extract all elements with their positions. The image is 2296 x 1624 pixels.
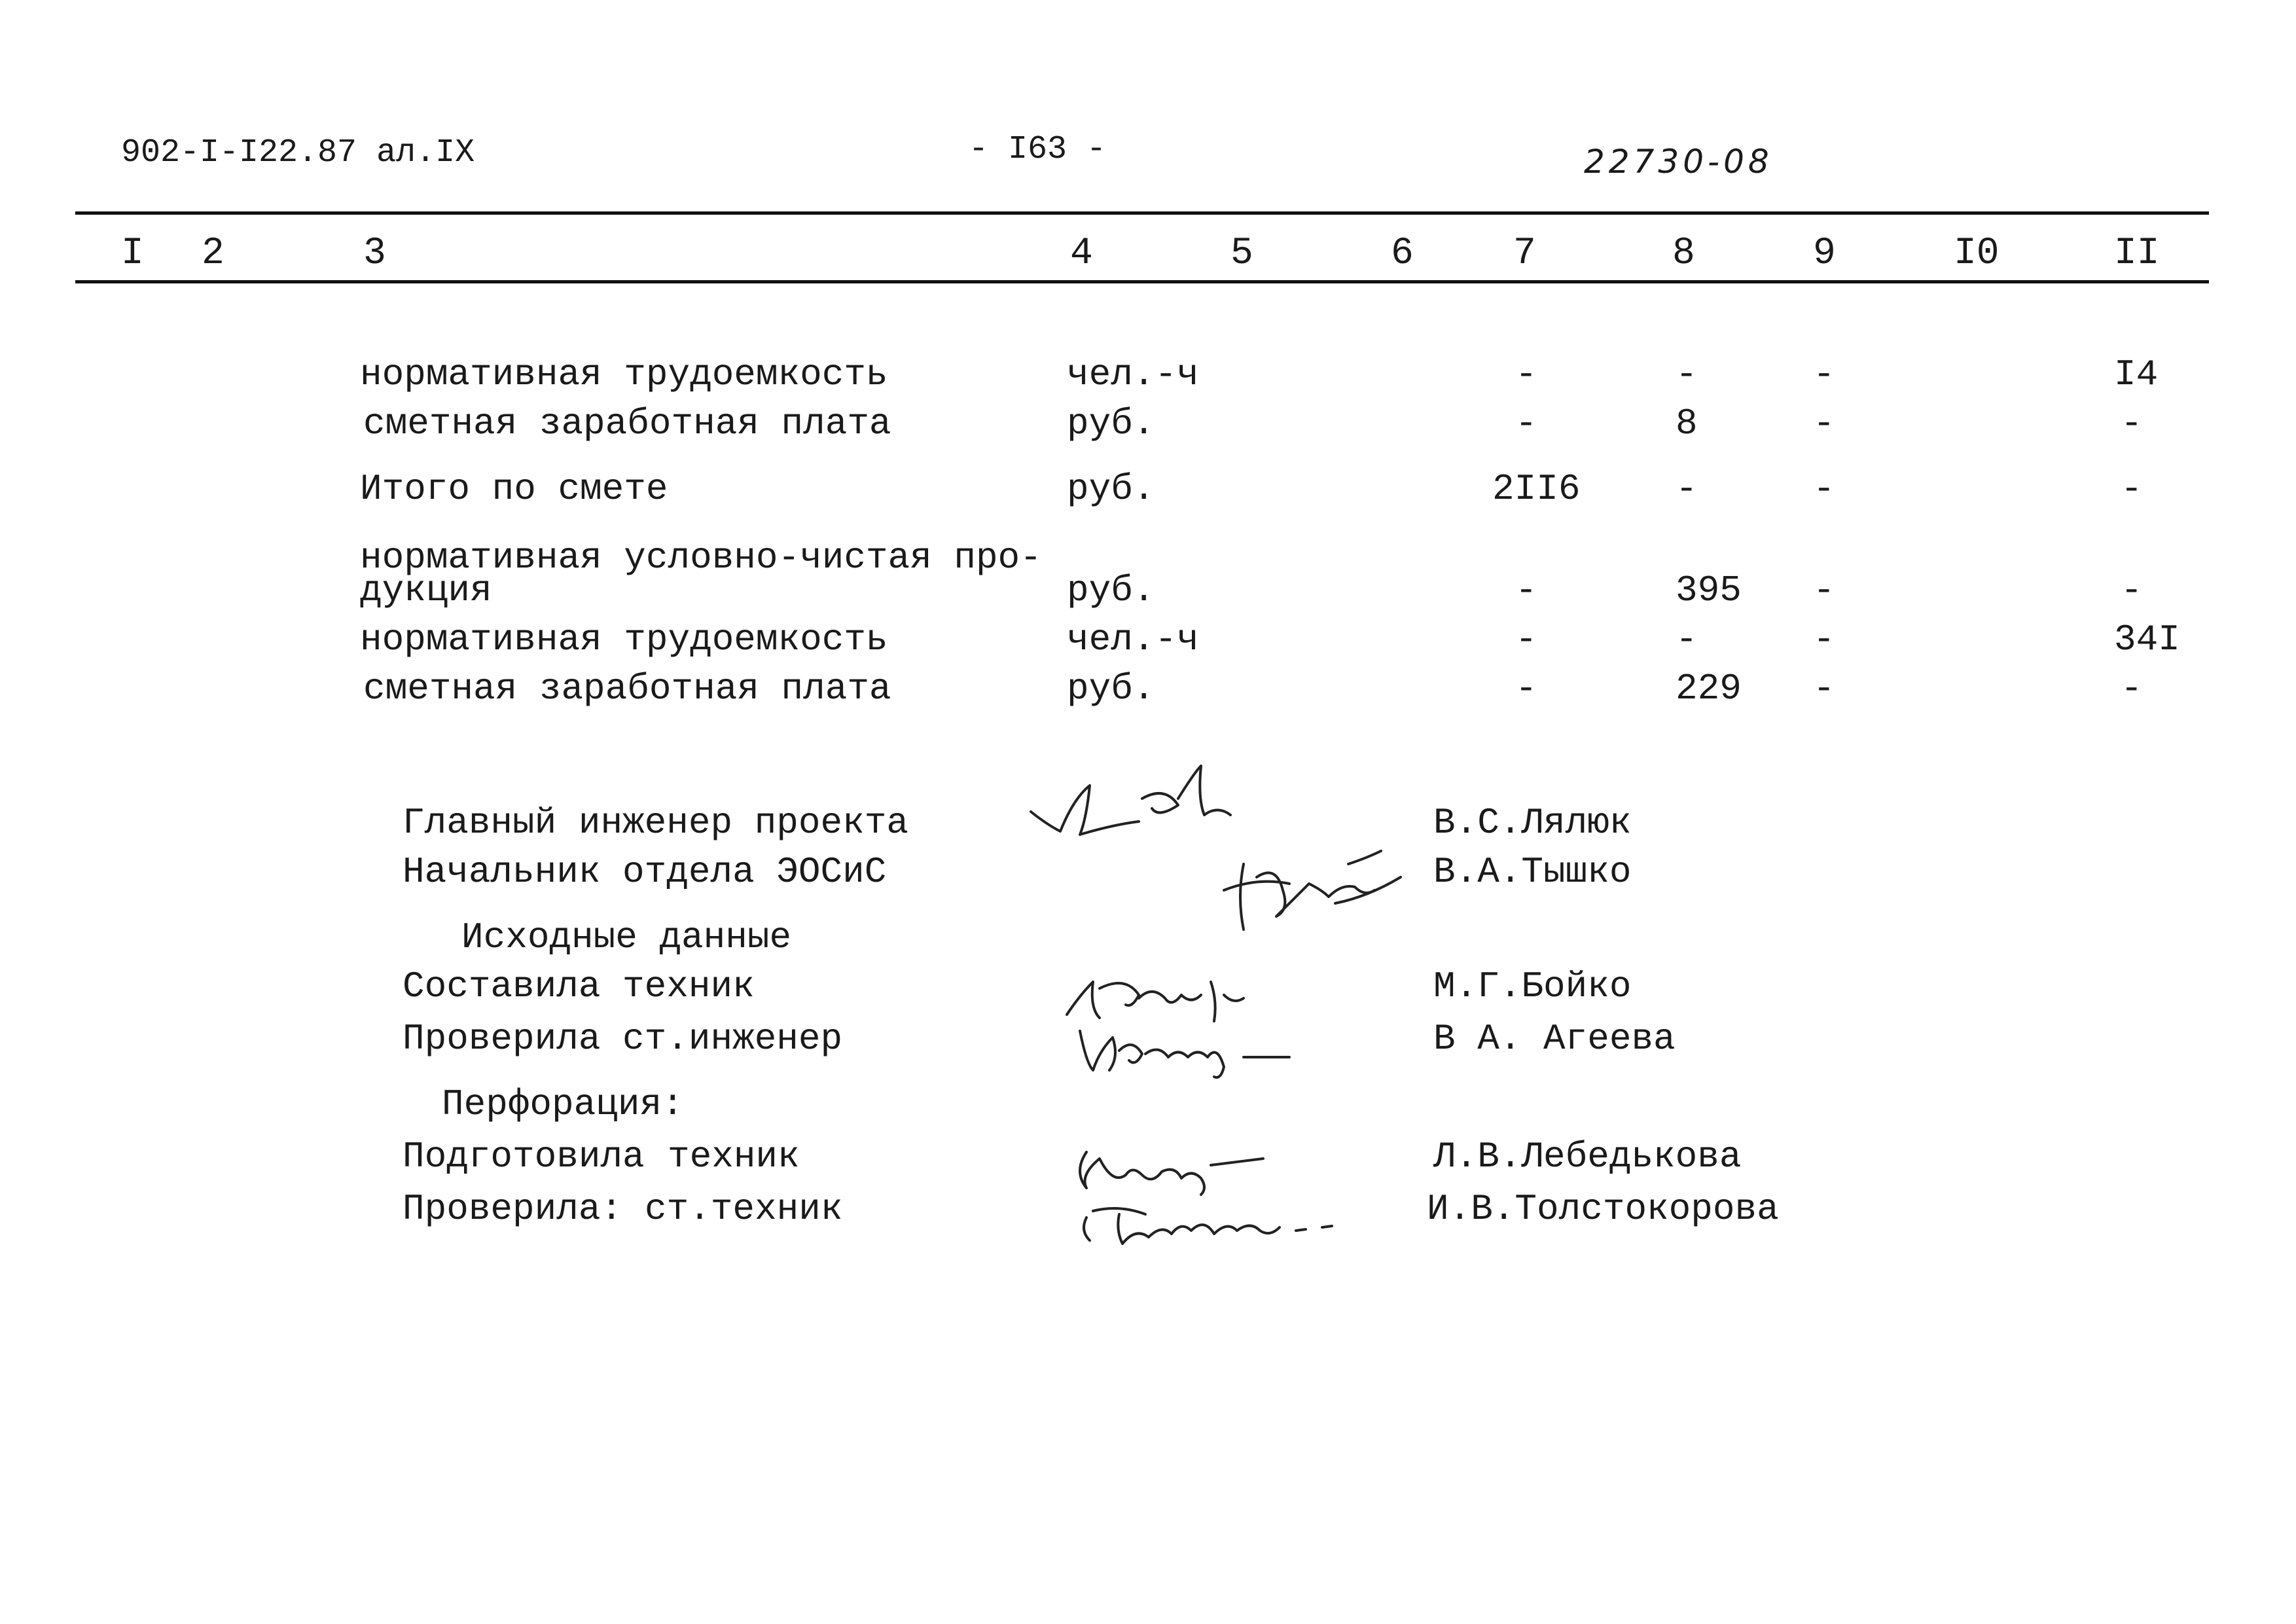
cell-col7: -	[1515, 619, 1537, 660]
column-header: 6	[1391, 232, 1414, 275]
signatory-name: Л.В.Лебедькова	[1433, 1136, 1742, 1178]
signatory-role: Составила техник	[403, 965, 755, 1007]
section-heading-source-data: Исходные данные	[461, 916, 792, 958]
row-label: сметная заработная плата	[363, 668, 891, 710]
cell-col7: 2II6	[1492, 468, 1581, 510]
signature-chief-engineer	[1028, 759, 1263, 844]
signatory-name: М.Г.Бойко	[1433, 965, 1632, 1007]
cell-col7: -	[1515, 403, 1537, 444]
signatory-name: В.С.Лялюк	[1433, 802, 1632, 844]
signature-prepared-by	[1067, 1139, 1276, 1198]
row-unit: чел.-ч	[1067, 619, 1199, 660]
cell-col9: -	[1813, 668, 1835, 710]
signature-department-head	[1217, 838, 1414, 936]
signatory-role-title: техник	[668, 1136, 800, 1178]
cell-col11: 34I	[2114, 619, 2180, 660]
column-header: 2	[202, 232, 224, 275]
column-header: 4	[1070, 232, 1093, 275]
row-label: нормативная трудоемкость	[360, 619, 888, 660]
cell-col8: 8	[1676, 403, 1698, 444]
row-label-line1: нормативная условно-чистая про-	[360, 537, 1042, 579]
table-top-rule	[75, 211, 2209, 215]
cell-col11: -	[2121, 468, 2143, 510]
page-number: - I63 -	[969, 131, 1107, 168]
row-unit: руб.	[1067, 468, 1155, 510]
signatory-name: В.А.Тышко	[1433, 851, 1632, 893]
row-label-line2: дукция	[360, 569, 492, 611]
column-header: 5	[1230, 232, 1253, 275]
column-header: 8	[1672, 232, 1695, 275]
row-label: Итого по смете	[360, 468, 668, 510]
row-unit: руб.	[1067, 668, 1155, 710]
signature-verified-by	[1073, 1191, 1368, 1250]
signatory-role: Подготовила	[403, 1136, 645, 1178]
section-heading-perforation: Перфорация:	[442, 1083, 684, 1125]
cell-col11: -	[2121, 569, 2143, 611]
cell-col9: -	[1813, 569, 1835, 611]
cell-col7: -	[1515, 569, 1537, 611]
cell-col11: I4	[2114, 353, 2159, 395]
cell-col8: -	[1676, 468, 1698, 510]
document-code: 902-I-I22.87 ал.IX	[121, 134, 475, 171]
cell-col11: -	[2121, 668, 2143, 710]
row-unit: руб.	[1067, 403, 1155, 444]
signature-checked-by	[1073, 1018, 1296, 1083]
signatory-name: В А. Агеева	[1433, 1018, 1676, 1060]
signatory-role: Проверила ст.инженер	[403, 1018, 843, 1060]
column-header: I0	[1954, 232, 2000, 275]
cell-col8: -	[1676, 353, 1698, 395]
column-header: 3	[363, 232, 386, 275]
cell-col7: -	[1515, 668, 1537, 710]
row-label: сметная заработная плата	[363, 403, 891, 444]
cell-col7: -	[1515, 353, 1537, 395]
cell-col9: -	[1813, 619, 1835, 660]
cell-col9: -	[1813, 353, 1835, 395]
table-header-rule	[75, 280, 2209, 283]
signatory-role-title: ст.техник	[645, 1188, 843, 1230]
cell-col8: 395	[1676, 569, 1742, 611]
row-unit: чел.-ч	[1067, 353, 1199, 395]
signatory-role: Главный инженер проекта	[403, 802, 908, 844]
cell-col9: -	[1813, 468, 1835, 510]
cell-col9: -	[1813, 403, 1835, 444]
inventory-number: 22730-08	[1584, 143, 1773, 181]
cell-col8: 229	[1676, 668, 1742, 710]
column-header: I	[121, 232, 144, 275]
row-unit: руб.	[1067, 569, 1155, 611]
column-header: 7	[1513, 232, 1536, 275]
signatory-role: Проверила:	[403, 1188, 623, 1230]
signatory-role: Начальник отдела ЭОСиС	[403, 851, 887, 893]
column-header: 9	[1813, 232, 1836, 275]
cell-col8: -	[1676, 619, 1698, 660]
cell-col11: -	[2121, 403, 2143, 444]
column-header: II	[2114, 232, 2160, 275]
row-label: нормативная трудоемкость	[360, 353, 888, 395]
signatory-name: И.В.Толстокорова	[1427, 1188, 1779, 1230]
